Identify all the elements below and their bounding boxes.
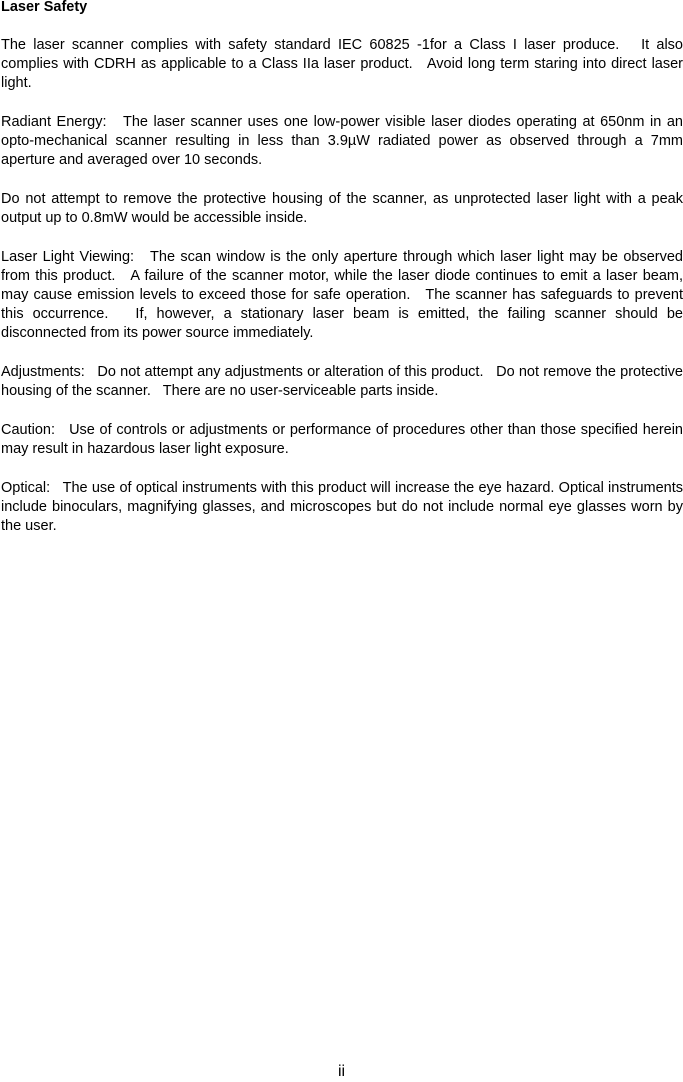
paragraph-compliance: The laser scanner complies with safety standard IEC 60825 -1for a Class I laser produce. It also complies with CDRH as applicable to a Class IIa laser product. Avoid long term staring into direct laser light. — [1, 37, 683, 91]
paragraph-radiant-energy: Radiant Energy: The laser scanner uses one low-power visible laser diodes operating at 650nm in an opto-mechanical scanner resulting in less than 3.9µW radiated power as observed through a 7mm aperture and averaged over 10 seconds. — [1, 114, 683, 168]
document-content — [1, 0, 683, 536]
paragraph-optical: Optical: The use of optical instruments with this product will increase the eye hazard. Optical instruments include binoculars, magnifying glasses, and microscopes but do not include normal eye glasses worn by the user. — [1, 480, 683, 534]
paragraph-adjustments: Adjustments: Do not attempt any adjustments or alteration of this product. Do not remove the protective housing of the scanner. There are no user-serviceable parts inside. — [1, 364, 683, 399]
paragraph-laser-light-viewing: Laser Light Viewing: The scan window is the only aperture through which laser light may be observed from this product. A failure of the scanner motor, while the laser diode continues to emit a laser beam, may cause emission levels to exceed those for safe operation. The scanner has safeguards to prevent this occurrence. If, however, a stationary laser beam is emitted, the failing scanner should be disconnected from its power source immediately. — [1, 249, 683, 341]
paragraph-caution: Caution: Use of controls or adjustments or performance of procedures other than those specified herein may result in hazardous laser light exposure. — [1, 422, 683, 457]
page-number: ii — [337, 1063, 346, 1080]
section-title: Laser Safety — [1, 0, 88, 15]
paragraph-protective-housing: Do not attempt to remove the protective housing of the scanner, as unprotected laser light with a peak output up to 0.8mW would be accessible inside. — [1, 191, 683, 226]
